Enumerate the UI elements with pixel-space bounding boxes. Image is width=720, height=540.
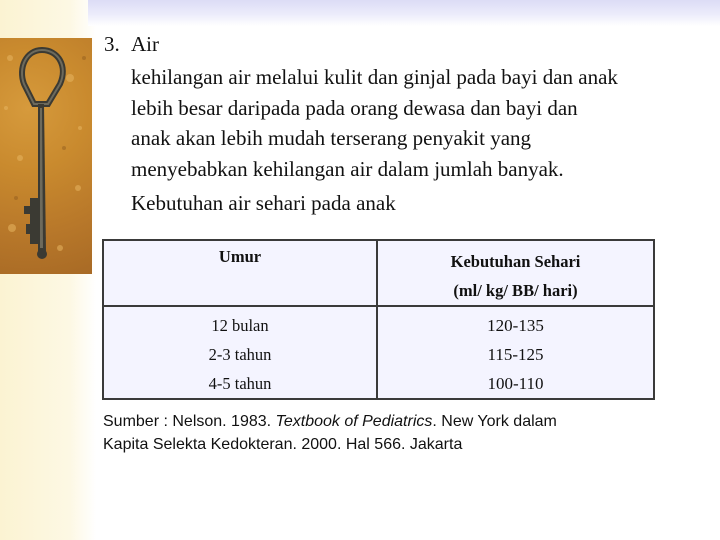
- paragraph-line: lebih besar daripada pada orang dewasa dan bayi dan: [131, 95, 578, 120]
- water-needs-table: [102, 239, 655, 400]
- paragraph-line: anak akan lebih mudah terserang penyakit yang: [131, 126, 532, 150]
- header-kebutuhan-line1: Kebutuhan Sehari: [450, 252, 581, 271]
- top-gradient-band: [88, 0, 720, 26]
- header-umur: Umur: [103, 240, 377, 306]
- table-body-row: [103, 306, 654, 399]
- key-image: [0, 38, 92, 274]
- source-book-title: Textbook of Pediatrics: [275, 413, 433, 430]
- paragraph-line: kehilangan air melalui kulit dan ginjal pada bayi dan anak: [131, 65, 618, 89]
- source-suffix: . New York dalam: [432, 413, 557, 430]
- umur-cell: 2-3 tahun: [208, 345, 272, 364]
- umur-cell: 4-5 tahun: [208, 374, 272, 393]
- table-intro: Kebutuhan air sehari pada anak: [131, 191, 396, 215]
- table-header-row: [103, 240, 654, 306]
- item-title: Air: [131, 32, 159, 56]
- umur-cell: 12 bulan: [211, 316, 269, 335]
- kebutuhan-cell: 120-135: [487, 316, 544, 335]
- kebutuhan-cell: 100-110: [487, 374, 544, 393]
- source-citation: [103, 411, 703, 456]
- source-line2: Kapita Selekta Kedokteran. 2000. Hal 566. Jakarta: [103, 435, 463, 453]
- paragraph-line: menyebabkan kehilangan air dalam jumlah banyak.: [131, 156, 564, 181]
- item-number: 3.: [104, 32, 120, 56]
- umur-column: [103, 306, 377, 399]
- kebutuhan-cell: 115-125: [487, 345, 544, 364]
- kebutuhan-column: [377, 306, 654, 399]
- header-kebutuhan: [377, 240, 654, 306]
- source-prefix: Sumber : Nelson. 1983.: [103, 413, 276, 430]
- item-paragraph: [131, 62, 703, 219]
- header-kebutuhan-line2: (ml/ kg/ BB/ hari): [453, 281, 578, 300]
- key-icon: [0, 38, 92, 274]
